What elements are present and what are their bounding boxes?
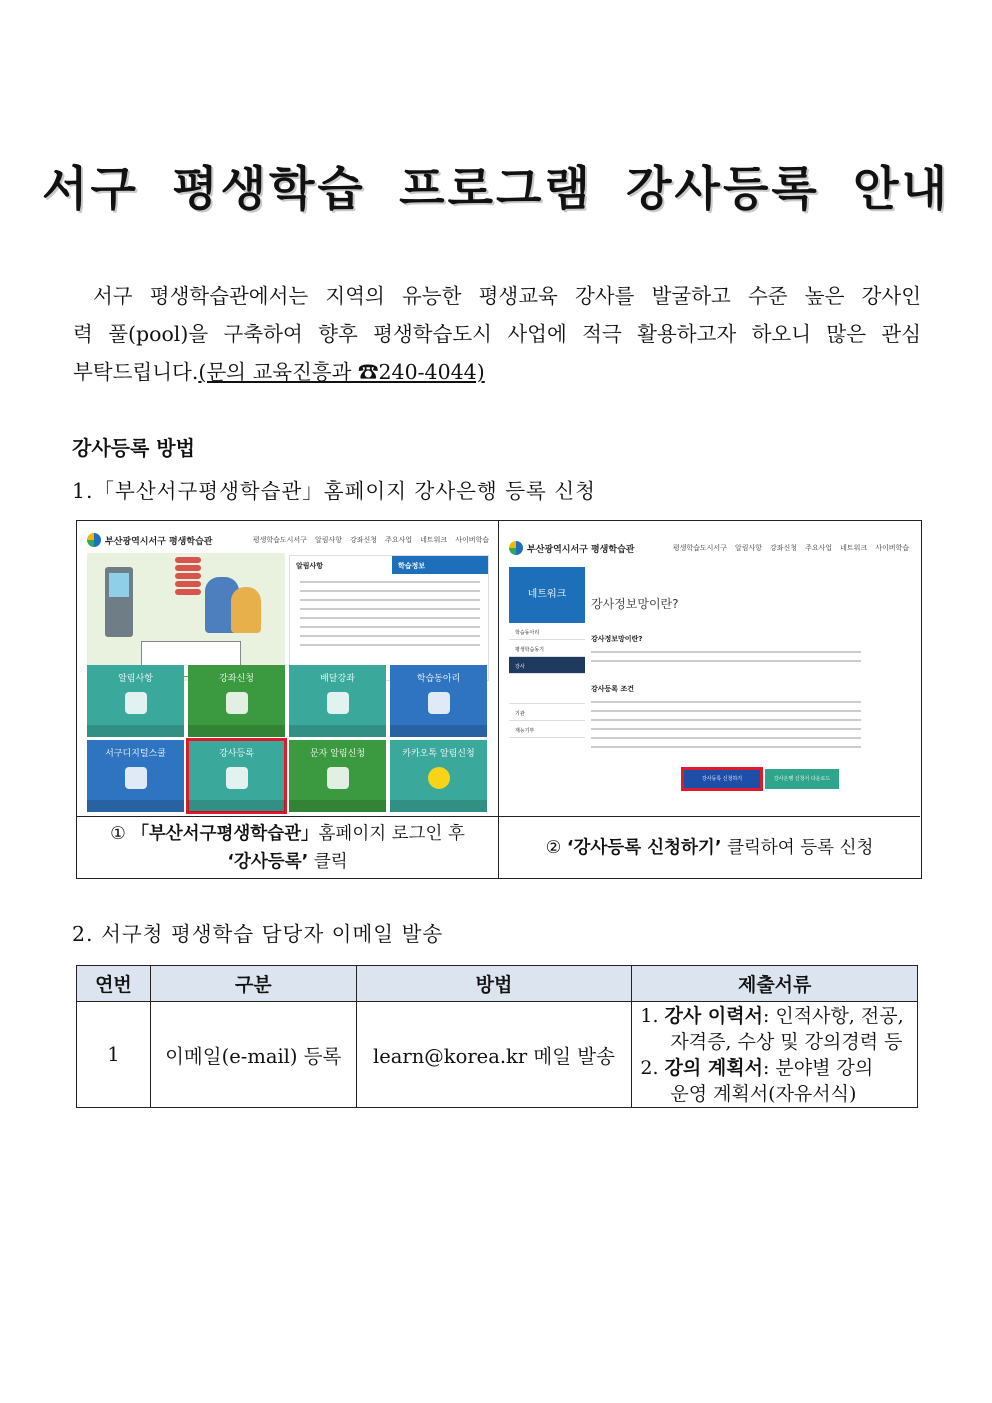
side-menu-item[interactable]: 평생학습동기 [509, 640, 585, 657]
caption-text: 클릭하여 등록 신청 [727, 837, 874, 858]
screenshot-table [76, 520, 922, 879]
nav-item[interactable]: 알림사항 [734, 544, 762, 552]
bell-icon [125, 692, 147, 714]
side-menu-item[interactable]: 재능기부 [509, 721, 585, 738]
tile-kakao-alert[interactable] [390, 740, 487, 812]
caption-bold: ‘강사등록’ [227, 851, 309, 872]
caption-text: 홈페이지 로그인 후 [318, 823, 465, 844]
column-header: 방법 [356, 966, 632, 1002]
tile-label: 학습동아리 [416, 674, 461, 684]
tile-label: 카카오톡 알림신청 [402, 749, 475, 759]
column-header: 연번 [77, 966, 151, 1002]
doc-detail: 운영 계획서(자유서식) [670, 1082, 857, 1105]
logo-icon [87, 533, 101, 547]
side-menu-title: 네트워크 [509, 567, 585, 623]
tile-sms-alert[interactable] [289, 740, 386, 812]
page-title: 서구 평생학습 프로그램 강사등록 안내 [42, 162, 950, 217]
caption-bold: 「부산서구평생학습관」 [131, 823, 319, 844]
tab-notices[interactable]: 알림사항 [296, 562, 324, 570]
intro-line-3-text: 부탁드립니다. [73, 360, 199, 384]
caption-bold: ‘강사등록 신청하기’ [566, 837, 722, 858]
intro-line-1: 서구 평생학습관에서는 지역의 유능한 평생교육 강사를 발굴하고 수준 높은 강사인 [93, 284, 921, 308]
person-illustration [231, 587, 261, 633]
doc-detail: : 분야별 강의 [762, 1056, 874, 1079]
row-number: 1 [77, 1002, 151, 1108]
column-header: 구분 [150, 966, 356, 1002]
tile-digital-school[interactable] [87, 740, 184, 812]
caption-step-2 [499, 817, 920, 878]
tile-instructor-register[interactable] [188, 740, 285, 812]
download-form-button[interactable]: 강사은행 신청서 다운로드 [765, 769, 839, 789]
table-header-row [77, 966, 918, 1002]
doc-title: 강사 이력서 [664, 1004, 763, 1027]
caption-step-1 [77, 817, 499, 878]
nav-item[interactable]: 알림사항 [314, 536, 342, 544]
row-method: learn@korea.kr 메일 발송 [356, 1002, 632, 1108]
site-nav [673, 543, 909, 553]
intro-line-2: 력 풀(pool)을 구축하여 향후 평생학습도시 사업에 적극 활용하고자 하오니 많은 관심 [73, 322, 921, 346]
phone-icon [327, 767, 349, 789]
tile-study-club[interactable] [390, 665, 487, 737]
site-nav [253, 535, 489, 545]
side-submenu [509, 674, 585, 704]
doc-number: 2. [640, 1056, 659, 1079]
step-1-label: 1.「부산서구평생학습관」홈페이지 강사은행 등록 신청 [72, 479, 596, 503]
row-type: 이메일(e-mail) 등록 [150, 1002, 356, 1108]
table-row [77, 1002, 918, 1108]
notice-tabs [290, 556, 488, 574]
caption-text: 클릭 [313, 851, 348, 872]
logo-text: 부산광역시서구 평생학습관 [527, 544, 635, 555]
computer-icon [125, 767, 147, 789]
side-menu [509, 567, 585, 809]
doc-number: 1. [640, 1004, 659, 1027]
site-header [87, 527, 489, 553]
nav-item[interactable]: 주요사업 [805, 544, 833, 552]
doc-title: 강의 계획서 [664, 1056, 763, 1079]
tile-delivery-course[interactable] [289, 665, 386, 737]
doc-detail: 자격증, 수상 및 강의경력 등 [670, 1030, 903, 1053]
intro-line-3 [73, 353, 921, 391]
group-icon [428, 692, 450, 714]
tile-notices[interactable] [87, 665, 184, 737]
doc-detail: : 인적사항, 전공, [762, 1004, 904, 1027]
tile-label: 배달강좌 [320, 674, 355, 684]
intro-paragraph [73, 277, 921, 391]
nav-item[interactable]: 네트워크 [840, 544, 868, 552]
caption-number: ② [545, 837, 562, 858]
tile-label: 알림사항 [118, 674, 153, 684]
nav-item[interactable]: 평생학습도시서구 [252, 536, 307, 544]
submission-table [76, 965, 918, 1108]
logo-text: 부산광역시서구 평생학습관 [105, 536, 213, 547]
side-menu-item[interactable]: 기관 [509, 704, 585, 721]
nav-item[interactable]: 평생학습도시서구 [672, 544, 727, 552]
site-logo [87, 533, 212, 547]
tile-label: 강좌신청 [219, 674, 254, 684]
row-documents [632, 1002, 918, 1108]
instructor-page-screenshot [499, 521, 920, 817]
apply-instructor-button[interactable]: 강사등록 신청하기 [683, 769, 761, 789]
site-logo [509, 541, 634, 555]
step-2-label: 2. 서구청 평생학습 담당자 이메일 발송 [72, 922, 444, 946]
tile-label: 문자 알림신청 [309, 749, 366, 759]
logo-icon [509, 541, 523, 555]
book-icon [226, 692, 248, 714]
kiosk-illustration [105, 567, 133, 637]
side-menu-item[interactable]: 강사 [509, 657, 585, 674]
section-heading: 강사등록 방법 [72, 436, 195, 460]
tile-course-apply[interactable] [188, 665, 285, 737]
nav-item[interactable]: 주요사업 [385, 536, 413, 544]
talk-icon [428, 767, 450, 789]
tile-label: 강사등록 [219, 749, 254, 759]
homepage-screenshot [77, 521, 499, 817]
notice-panel [289, 555, 489, 681]
nav-item[interactable]: 사이버학습 [875, 544, 909, 552]
nav-item[interactable]: 강좌신청 [350, 536, 378, 544]
tab-learning-info[interactable]: 학습정보 [392, 556, 488, 574]
caption-number: ① [110, 823, 126, 844]
board-icon [226, 767, 248, 789]
side-menu-item[interactable]: 학습동아리 [509, 623, 585, 640]
contact-info: (문의 교육진흥과 ☎240-4044) [198, 360, 485, 384]
site-header [509, 535, 909, 561]
content-heading: 강사정보망이란? [591, 597, 679, 611]
content-subheading: 강사등록 조건 [591, 685, 635, 693]
nav-item[interactable]: 네트워크 [420, 536, 448, 544]
tile-label: 서구디지털스쿨 [105, 749, 166, 759]
content-subheading: 강사정보망이란? [591, 635, 643, 643]
hero-banner [87, 553, 285, 681]
truck-icon [327, 692, 349, 714]
column-header: 제출서류 [632, 966, 918, 1002]
content-area [591, 567, 909, 809]
nav-item[interactable]: 사이버학습 [455, 536, 489, 544]
nav-item[interactable]: 강좌신청 [770, 544, 798, 552]
